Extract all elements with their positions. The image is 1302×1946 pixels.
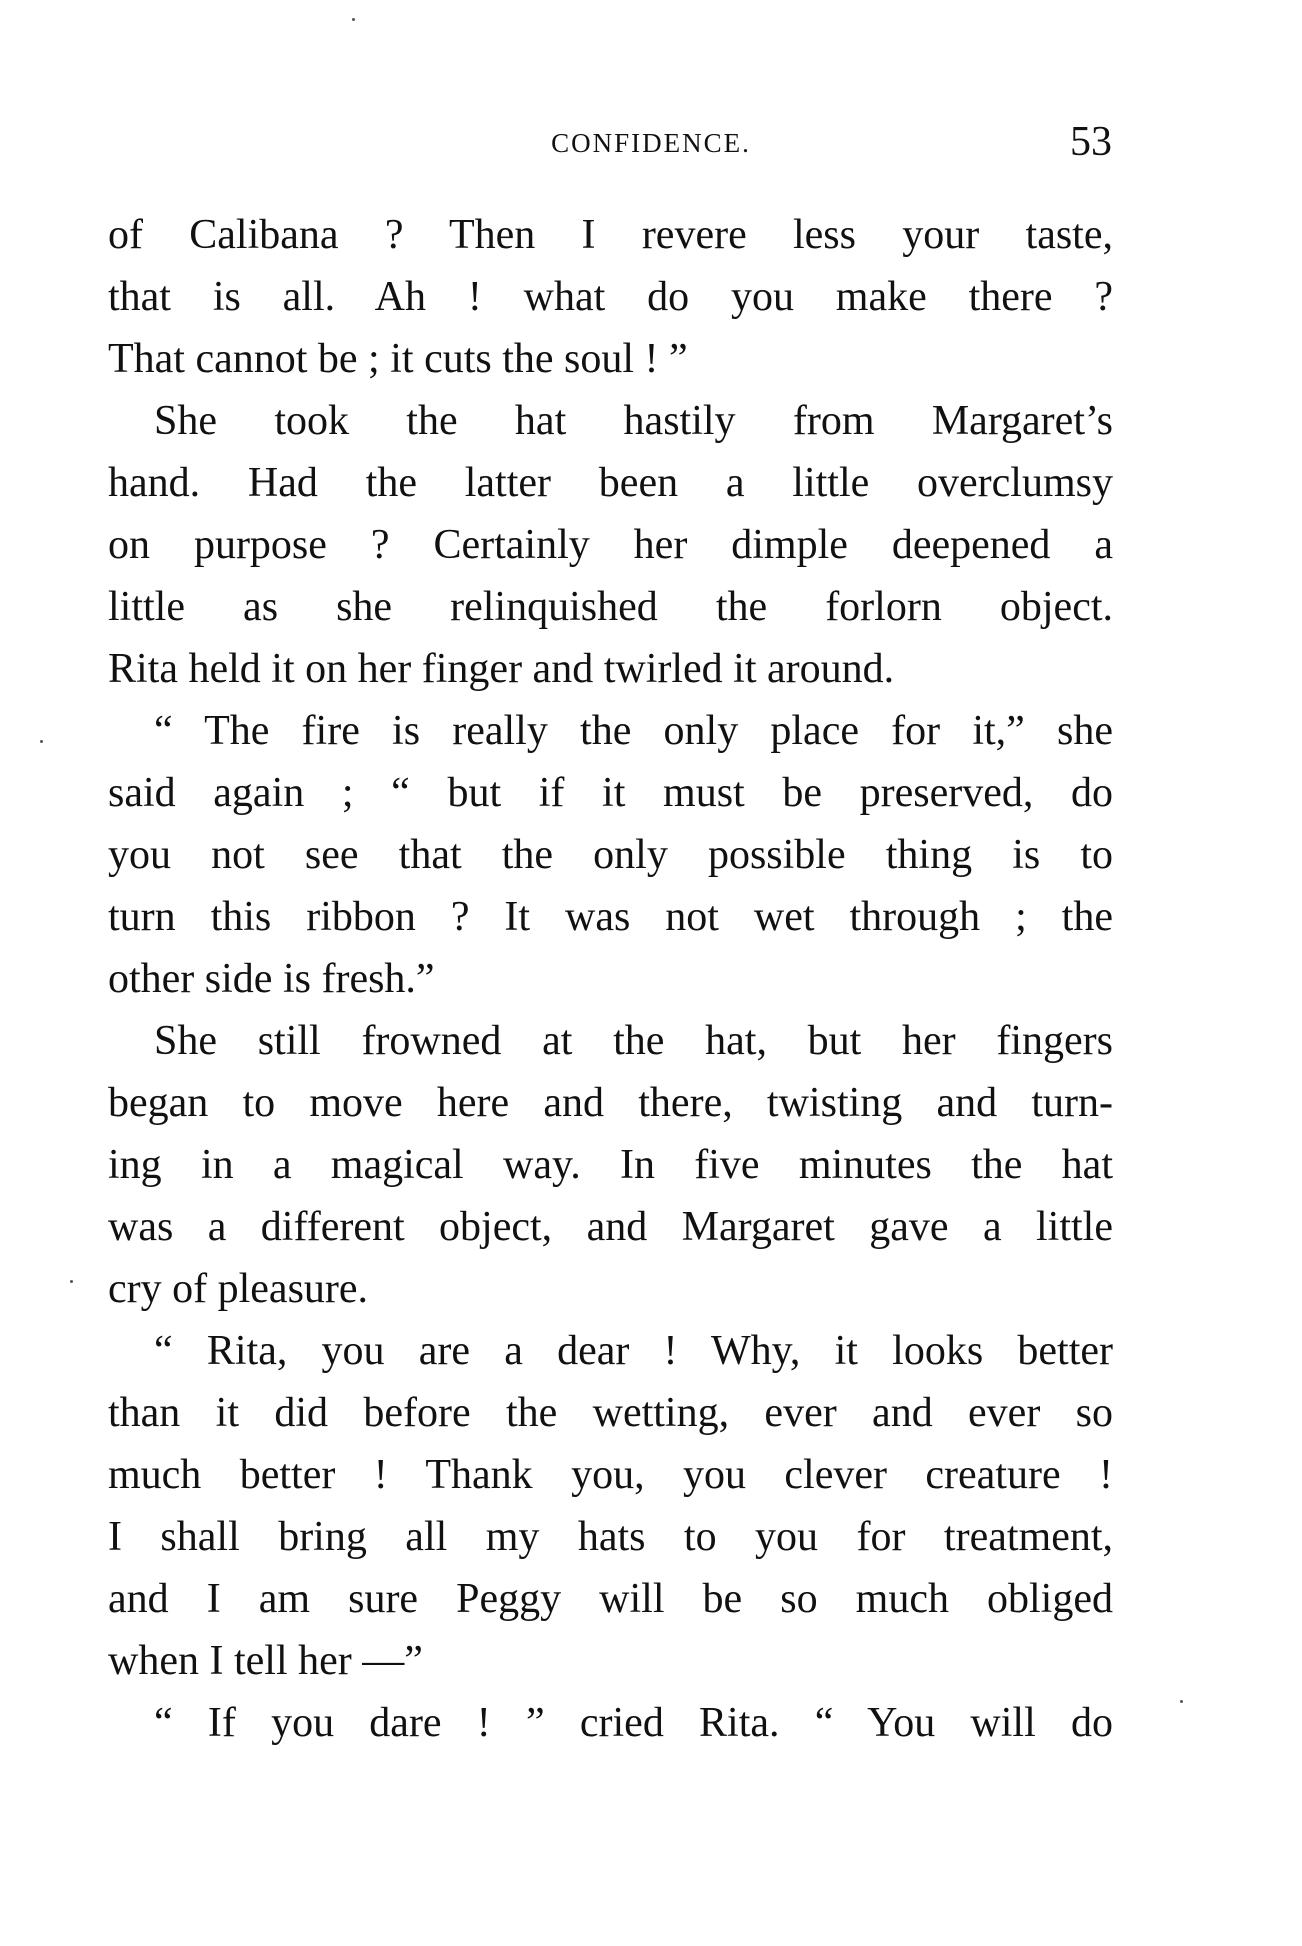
text-line: I shall bring all my hats to you for treatment, [108, 1514, 1113, 1560]
running-head [0, 118, 1302, 166]
scan-speck [352, 18, 355, 21]
scan-speck [40, 740, 43, 743]
scan-speck [70, 1280, 73, 1283]
text-line: turn this ribbon ? It was not wet through ; the [108, 894, 1113, 940]
text-line: when I tell her —” [108, 1638, 423, 1684]
text-line: that is all. Ah ! what do you make there ? [108, 274, 1113, 320]
page-number: 53 [1070, 119, 1112, 165]
text-line: cry of pleasure. [108, 1266, 369, 1312]
text-line: She still frowned at the hat, but her fingers [154, 1018, 1113, 1064]
running-title: CONFIDENCE. [551, 128, 751, 158]
scan-speck [1180, 1700, 1183, 1703]
text-line: ing in a magical way. In five minutes the hat [108, 1142, 1113, 1188]
text-line: much better ! Thank you, you clever creature ! [108, 1452, 1113, 1498]
text-line: hand. Had the latter been a little overclumsy [108, 460, 1113, 506]
text-line: began to move here and there, twisting and turn- [108, 1080, 1113, 1126]
text-line: was a different object, and Margaret gave a little [108, 1204, 1113, 1250]
text-line: and I am sure Peggy will be so much obliged [108, 1576, 1113, 1622]
text-line: “ If you dare ! ” cried Rita. “ You will do [154, 1700, 1113, 1746]
text-line: you not see that the only possible thing is to [108, 832, 1113, 878]
text-line: “ The fire is really the only place for it,” she [154, 708, 1113, 754]
text-line: “ Rita, you are a dear ! Why, it looks better [154, 1328, 1113, 1374]
text-line: little as she relinquished the forlorn object. [108, 584, 1113, 630]
text-line: other side is fresh.” [108, 956, 435, 1002]
text-line: than it did before the wetting, ever and ever so [108, 1390, 1113, 1436]
text-line: on purpose ? Certainly her dimple deepened a [108, 522, 1113, 568]
text-line: That cannot be ; it cuts the soul ! ” [108, 336, 688, 382]
body-text [108, 204, 1113, 1754]
text-line: of Calibana ? Then I revere less your taste, [108, 212, 1113, 258]
text-line: said again ; “ but if it must be preserved, do [108, 770, 1113, 816]
text-line: Rita held it on her finger and twirled it around. [108, 646, 895, 692]
text-line: She took the hat hastily from Margaret’s [154, 398, 1113, 444]
